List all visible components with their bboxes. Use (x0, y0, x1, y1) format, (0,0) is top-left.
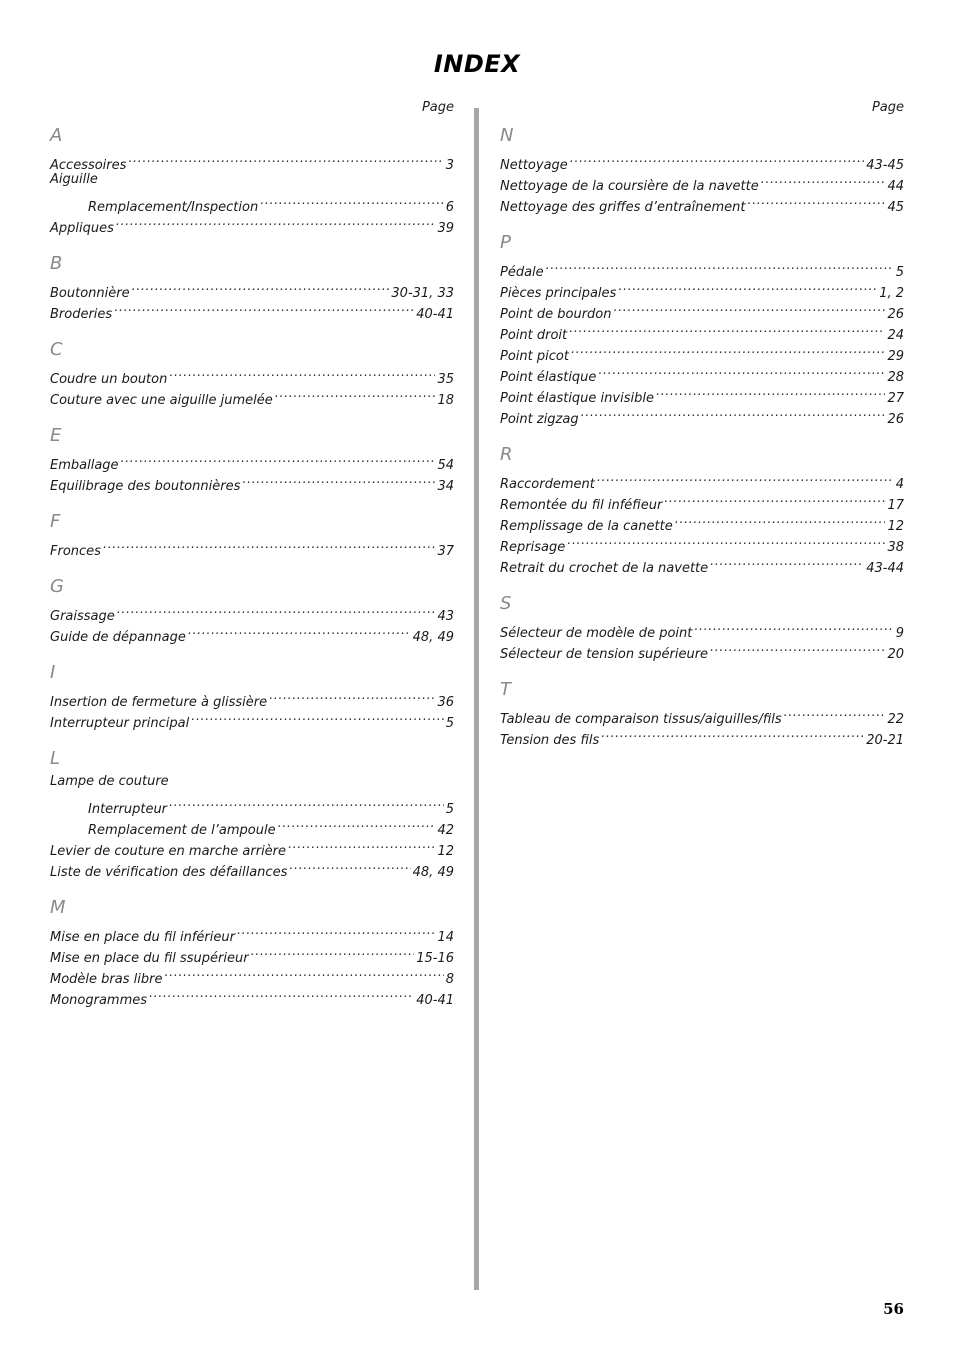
index-entry (500, 276, 904, 301)
index-entry (50, 685, 454, 710)
entry-label: Point droit (500, 328, 568, 343)
entry-label: Point élastique (500, 370, 597, 385)
entry-label: Equilibrage des boutonnières (50, 479, 241, 494)
entry-page: 40-41 (416, 307, 454, 322)
section-letter: L (50, 748, 61, 769)
entry-page: 36 (437, 695, 454, 710)
entry-label: Nettoyage de la coursière de la navette (500, 179, 759, 194)
entry-page: 43 (437, 609, 454, 624)
dot-leader (117, 599, 436, 620)
entry-label: Nettoyage des griffes d’entraînement (500, 200, 746, 215)
entry-label: Emballage (50, 458, 119, 473)
dot-leader (114, 297, 414, 318)
dot-leader (251, 941, 415, 962)
entry-label: Remplacement de l’ampoule (88, 823, 276, 838)
entry-page: 8 (445, 972, 454, 987)
entry-label: Guide de dépannage (50, 630, 186, 645)
index-section (500, 592, 904, 662)
entry-page: 1, 2 (879, 286, 904, 301)
section-letter: G (50, 576, 64, 597)
page-column-header: Page (871, 100, 904, 115)
index-entry (500, 702, 904, 727)
dot-leader (128, 148, 443, 169)
entry-label: Modèle bras libre (50, 972, 163, 987)
dot-leader (288, 834, 435, 855)
entry-label: Retrait du crochet de la navette (500, 561, 709, 576)
index-section (50, 338, 454, 408)
index-entry (50, 599, 454, 624)
index-section (50, 661, 454, 731)
entry-page: 45 (887, 200, 904, 215)
index-section (500, 678, 904, 748)
entry-label: Nettoyage (500, 158, 568, 173)
dot-leader (289, 855, 410, 876)
index-section (50, 575, 454, 645)
entry-page: 20-21 (866, 733, 904, 748)
index-section (50, 510, 454, 559)
entry-label: Accessoires (50, 158, 127, 173)
entry-page: 28 (887, 370, 904, 385)
entry-label: Point élastique invisible (500, 391, 654, 406)
index-entry (50, 448, 454, 473)
page-number: 56 (883, 1300, 904, 1318)
entry-label: Appliques (50, 221, 114, 236)
entry-page: 5 (895, 265, 904, 280)
section-letter: E (50, 425, 62, 446)
entry-label: Sélecteur de tension supérieure (500, 647, 709, 662)
entry-label: Point picot (500, 349, 569, 364)
entry-page: 44 (887, 179, 904, 194)
entry-label: Interrupteur (88, 802, 168, 817)
entry-page: 39 (437, 221, 454, 236)
entry-page: 14 (437, 930, 454, 945)
dot-leader (260, 190, 444, 211)
entry-page: 27 (887, 391, 904, 406)
entry-page: 26 (887, 412, 904, 427)
dot-leader (237, 920, 436, 941)
entry-page: 37 (437, 544, 454, 559)
dot-leader (269, 685, 435, 706)
index-section (50, 424, 454, 494)
dot-leader (569, 318, 885, 339)
entry-label: Boutonnière (50, 286, 130, 301)
dot-leader (761, 169, 886, 190)
index-entry (50, 792, 454, 817)
index-section (50, 252, 454, 322)
dot-leader (149, 983, 414, 1004)
entry-page: 3 (445, 158, 454, 173)
dot-leader (567, 530, 885, 551)
index-section (50, 124, 454, 236)
index-section (500, 231, 904, 427)
section-letter: A (50, 125, 63, 146)
entry-page: 35 (437, 372, 454, 387)
dot-leader (710, 551, 864, 572)
index-entry (500, 255, 904, 280)
dot-leader (169, 362, 435, 383)
index-entry (50, 276, 454, 301)
entry-page: 54 (437, 458, 454, 473)
entry-label: Mise en place du fil inférieur (50, 930, 235, 945)
dot-leader (618, 276, 877, 297)
dot-leader (132, 276, 390, 297)
entry-page: 43-45 (866, 158, 904, 173)
section-letter: T (500, 679, 511, 700)
entry-page: 15-16 (416, 951, 454, 966)
entry-label: Monogrammes (50, 993, 148, 1008)
section-letter: S (500, 593, 512, 614)
entry-page: 30-31, 33 (391, 286, 454, 301)
page-column-header: Page (421, 100, 454, 115)
page-title: INDEX (433, 50, 521, 78)
dot-leader (656, 381, 885, 402)
entry-label: Remontée du fil inféfieur (500, 498, 663, 513)
dot-leader (121, 448, 436, 469)
dot-leader (597, 467, 894, 488)
index-section (50, 747, 454, 880)
entry-page: 9 (895, 626, 904, 641)
dot-leader (188, 620, 411, 641)
entry-page: 24 (887, 328, 904, 343)
index-entry (50, 148, 454, 173)
section-list (500, 124, 904, 748)
entry-label: Levier de couture en marche arrière (50, 844, 287, 859)
dot-leader (275, 383, 436, 404)
dot-leader (675, 509, 886, 530)
entry-label: Reprisage (500, 540, 566, 555)
index-entry (500, 616, 904, 641)
dot-leader (784, 702, 886, 723)
entry-page: 40-41 (416, 993, 454, 1008)
index-entry (50, 771, 454, 792)
entry-page: 20 (887, 647, 904, 662)
entry-page: 5 (445, 802, 454, 817)
entry-label: Point de bourdon (500, 307, 612, 322)
dot-leader (169, 792, 444, 813)
entry-page: 5 (445, 716, 454, 731)
entry-page: 48, 49 (412, 630, 454, 645)
entry-label: Mise en place du fil ssupérieur (50, 951, 249, 966)
index-column-left (50, 100, 454, 1024)
index-column-right (500, 100, 904, 764)
dot-leader (116, 211, 436, 232)
dot-leader (598, 360, 885, 381)
index-section (50, 896, 454, 1008)
entry-label: Sélecteur de modèle de point (500, 626, 693, 641)
entry-page: 48, 49 (412, 865, 454, 880)
entry-label: Broderies (50, 307, 113, 322)
dot-leader (601, 723, 864, 744)
entry-page: 26 (887, 307, 904, 322)
section-letter: P (500, 232, 511, 253)
index-entry (500, 467, 904, 492)
section-letter: B (50, 253, 63, 274)
entry-label: Point zigzag (500, 412, 579, 427)
entry-page: 29 (887, 349, 904, 364)
entry-label: Raccordement (500, 477, 595, 492)
dot-leader (242, 469, 435, 490)
entry-label: Insertion de fermeture à glissière (50, 695, 268, 710)
entry-label: Liste de vérification des défaillances (50, 865, 288, 880)
entry-label: Remplacement/Inspection (88, 200, 259, 215)
entry-label: Remplissage de la canette (500, 519, 673, 534)
section-letter: C (50, 339, 63, 360)
index-section (500, 124, 904, 215)
entry-label: Tableau de comparaison tissus/aiguilles/fils (500, 712, 782, 727)
dot-leader (581, 402, 886, 423)
column-divider (474, 108, 479, 1290)
section-letter: F (50, 511, 61, 532)
entry-page: 12 (887, 519, 904, 534)
dot-leader (747, 190, 885, 211)
section-letter: N (500, 125, 514, 146)
entry-label: Tension des fils (500, 733, 600, 748)
entry-label: Pièces principales (500, 286, 617, 301)
entry-label: Aiguille (50, 172, 98, 187)
entry-page: 38 (887, 540, 904, 555)
dot-leader (164, 962, 443, 983)
entry-label: Graissage (50, 609, 115, 624)
entry-label: Lampe de couture (50, 774, 169, 789)
index-section (500, 443, 904, 576)
entry-label: Coudre un bouton (50, 372, 168, 387)
entry-page: 34 (437, 479, 454, 494)
section-letter: I (50, 662, 56, 683)
dot-leader (278, 813, 436, 834)
entry-label: Couture avec une aiguille jumelée (50, 393, 273, 408)
dot-leader (710, 637, 885, 658)
index-entry (50, 190, 454, 215)
index-entry (50, 362, 454, 387)
entry-page: 6 (445, 200, 454, 215)
dot-leader (103, 534, 436, 555)
dot-leader (614, 297, 886, 318)
entry-page: 43-44 (866, 561, 904, 576)
index-entry (500, 148, 904, 173)
entry-page: 4 (895, 477, 904, 492)
entry-label: Fronces (50, 544, 101, 559)
entry-page: 22 (887, 712, 904, 727)
dot-leader (546, 255, 894, 276)
section-list (50, 124, 454, 1008)
entry-page: 18 (437, 393, 454, 408)
entry-label: Interrupteur principal (50, 716, 190, 731)
dot-leader (694, 616, 893, 637)
index-entry (50, 920, 454, 945)
entry-page: 12 (437, 844, 454, 859)
entry-page: 42 (437, 823, 454, 838)
dot-leader (571, 339, 886, 360)
dot-leader (664, 488, 885, 509)
entry-page: 17 (887, 498, 904, 513)
dot-leader (191, 706, 444, 727)
entry-label: Pédale (500, 265, 544, 280)
index-entry (50, 534, 454, 559)
section-letter: R (500, 444, 513, 465)
section-letter: M (50, 897, 66, 918)
dot-leader (570, 148, 864, 169)
